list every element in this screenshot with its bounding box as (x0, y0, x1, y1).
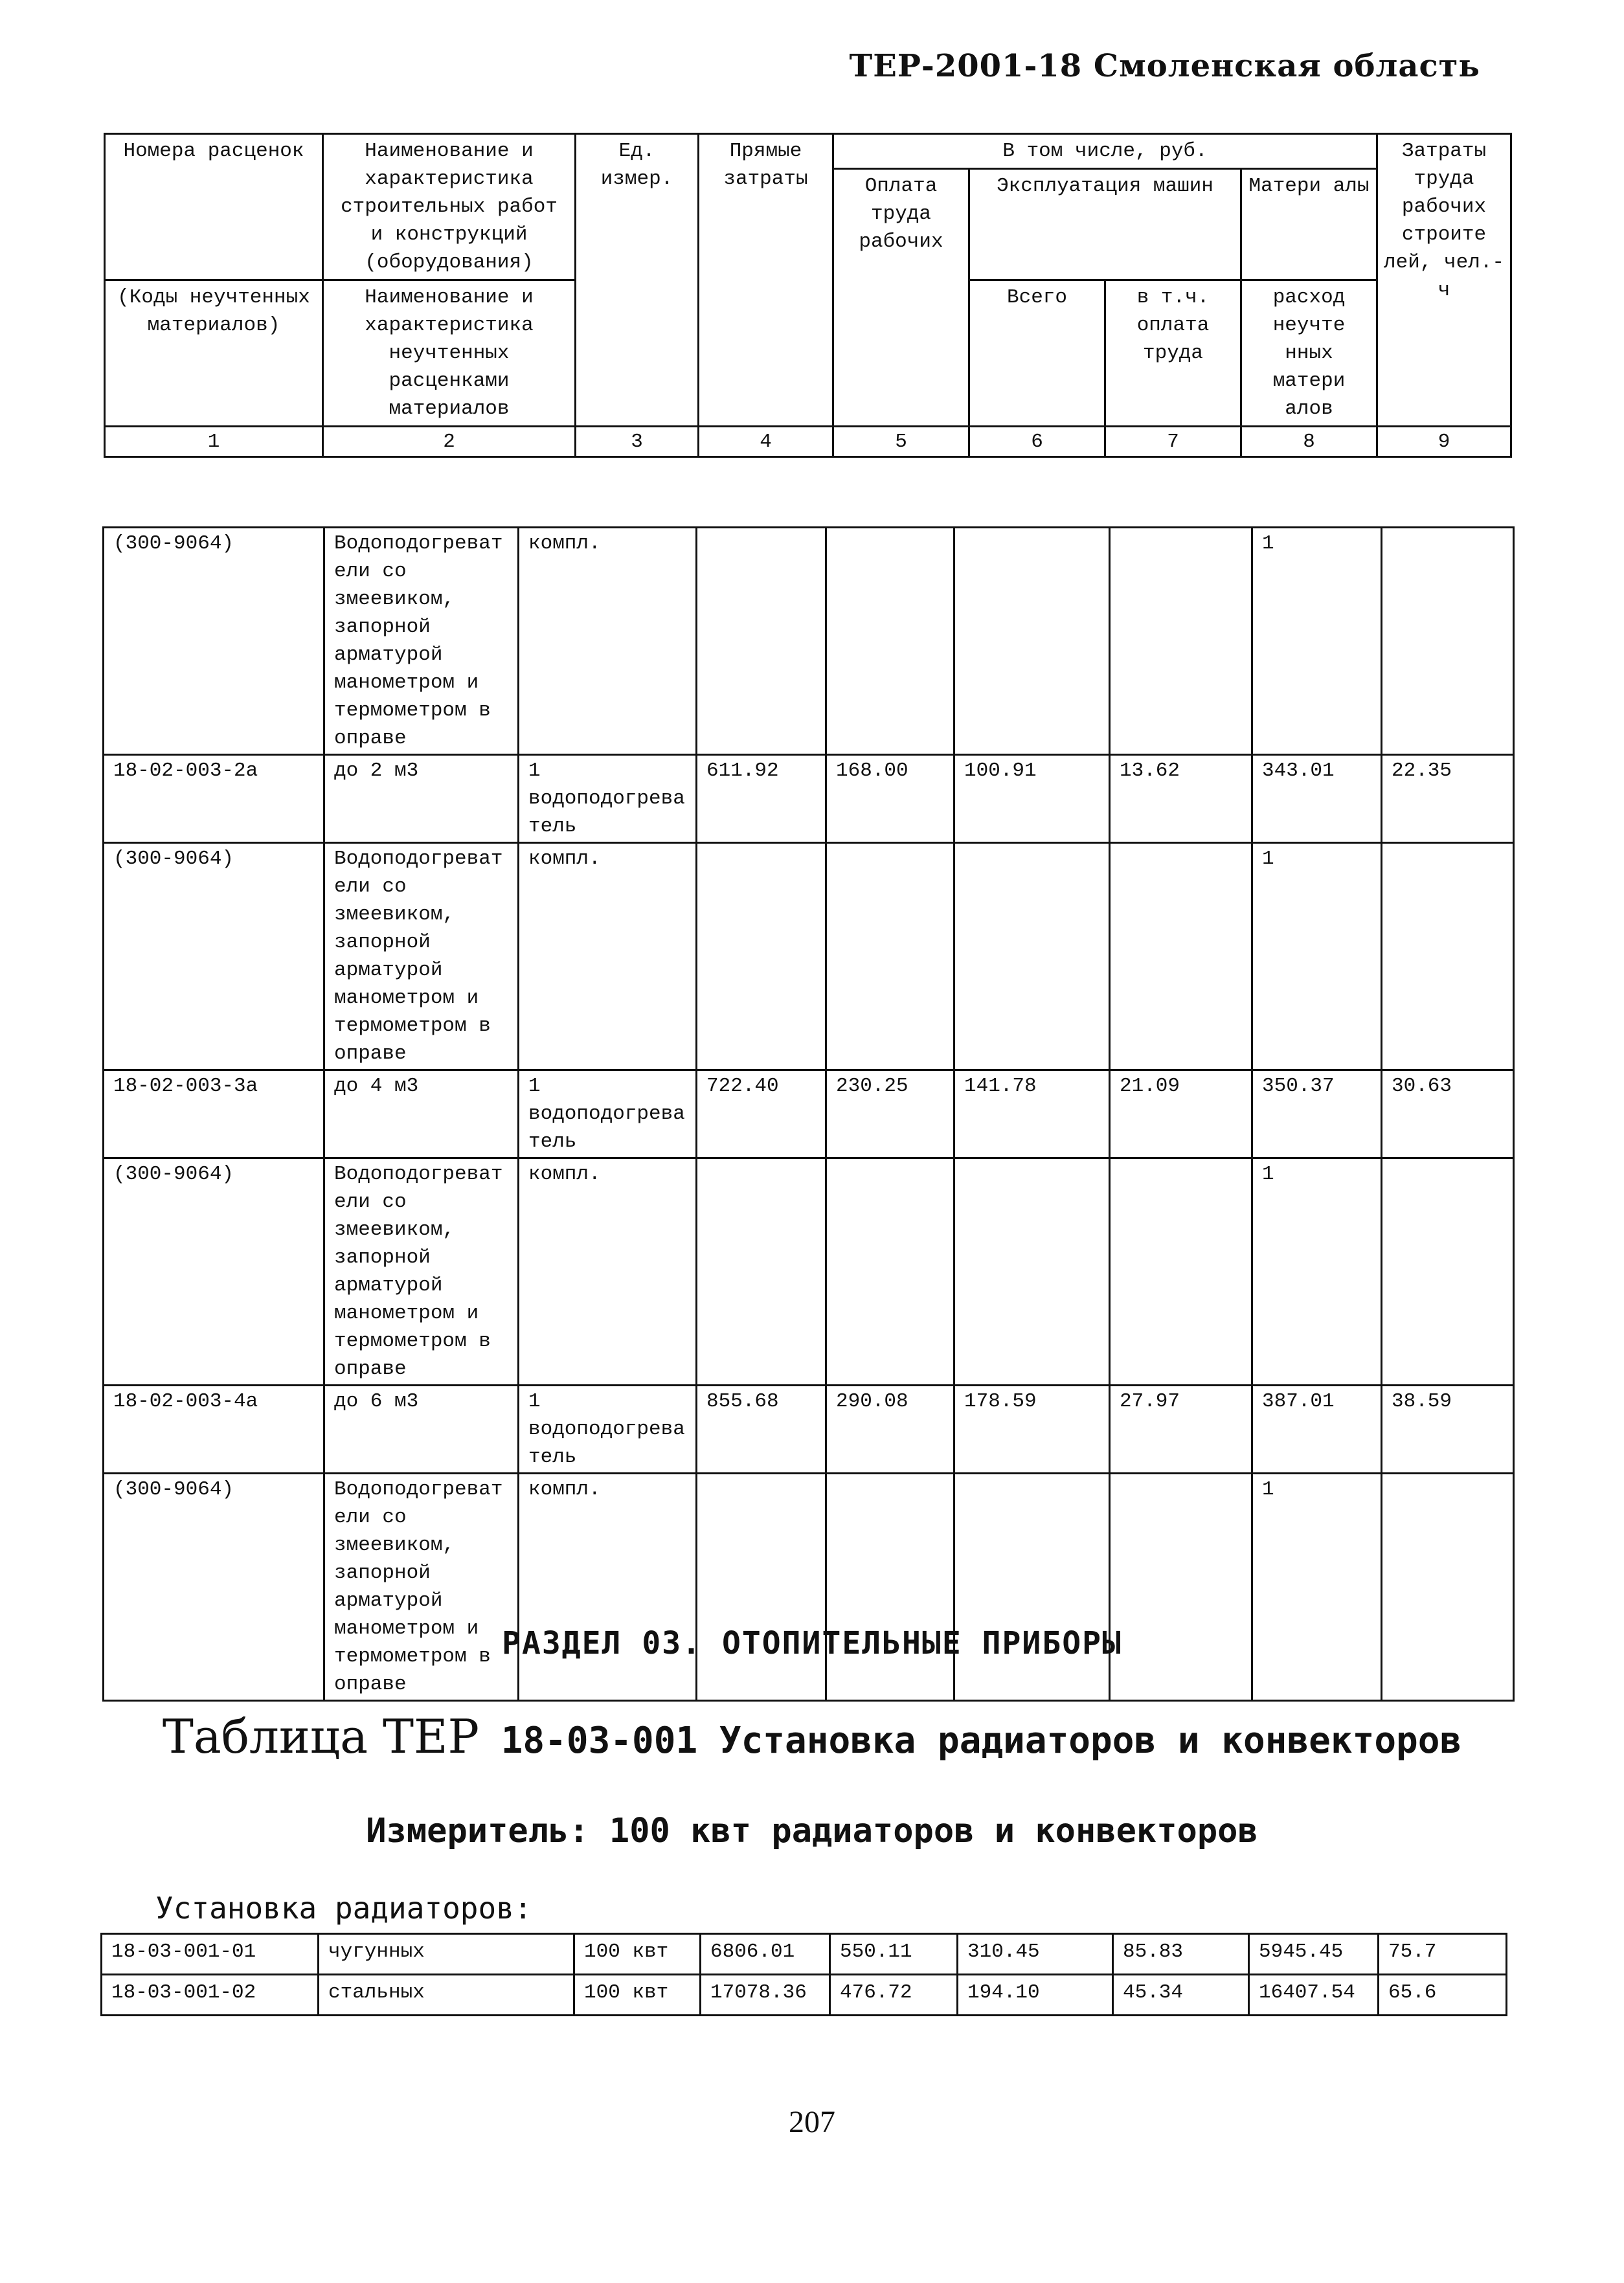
cell-machine-labor (1110, 1158, 1252, 1386)
cell-machine-total: 178.59 (954, 1386, 1110, 1474)
header-direct-costs: Прямые затраты (699, 134, 833, 427)
header-work-name: Наименование и характеристика строительных работ и конструкций (оборудования) (323, 134, 576, 280)
cell-worker-pay: 290.08 (826, 1386, 954, 1474)
cell-machine-total: 100.91 (954, 755, 1110, 843)
cell-materials: 5945.45 (1249, 1934, 1379, 1975)
table-title (0, 1709, 1624, 1764)
cell-unit: 100 квт (574, 1975, 701, 2016)
cell-worker-pay (826, 1474, 954, 1701)
cell-machine-labor: 13.62 (1110, 755, 1252, 843)
measure-unit: Измеритель: 100 квт радиаторов и конвекторов (366, 1812, 1258, 1850)
radiators-table (100, 1933, 1507, 2016)
cell-labor-hours (1382, 1158, 1514, 1386)
cell-direct-costs: 722.40 (697, 1070, 826, 1158)
cell-name: стальных (319, 1975, 574, 2016)
rate-row (102, 1934, 1507, 1975)
column-number: 9 (1377, 427, 1511, 457)
cell-unit: 100 квт (574, 1934, 701, 1975)
material-row (104, 1474, 1514, 1701)
header-machine-operation: Эксплуатация машин (969, 169, 1241, 280)
cell-materials: 343.01 (1252, 755, 1382, 843)
cell-name: Водоподогреватели со змеевиком, запорной арматурой манометром и термометром в оправе (324, 1158, 519, 1386)
cell-machine-labor (1110, 1474, 1252, 1701)
cell-machine-total: 310.45 (958, 1934, 1113, 1975)
cell-labor-hours (1382, 1474, 1514, 1701)
cell-unit: 1 водоподогреватель (519, 1386, 697, 1474)
cell-direct-costs: 6806.01 (701, 1934, 830, 1975)
cell-materials: 16407.54 (1249, 1975, 1379, 2016)
cell-materials: 1 (1252, 528, 1382, 755)
cell-labor-hours (1382, 843, 1514, 1070)
cell-code: (300-9064) (104, 1158, 324, 1386)
cell-worker-pay: 550.11 (830, 1934, 958, 1975)
rate-row (104, 1386, 1514, 1474)
rates-table (102, 526, 1515, 1702)
cell-unit: компл. (519, 1158, 697, 1386)
header-materials: Матери алы (1241, 169, 1377, 280)
cell-worker-pay (826, 1158, 954, 1386)
column-number: 3 (576, 427, 699, 457)
header-material-consumption: расход неучте нных матери алов (1241, 280, 1377, 427)
cell-machine-labor: 21.09 (1110, 1070, 1252, 1158)
section-title: РАЗДЕЛ 03. ОТОПИТЕЛЬНЫЕ ПРИБОРЫ (502, 1625, 1122, 1661)
cell-unit: компл. (519, 528, 697, 755)
page-number: 207 (789, 2105, 835, 2139)
cell-direct-costs (697, 1474, 826, 1701)
header-unit: Ед. измер. (576, 134, 699, 427)
cell-labor-hours: 65.6 (1379, 1975, 1507, 2016)
column-number: 4 (699, 427, 833, 457)
header-material-codes: (Коды неучтенных материалов) (105, 280, 323, 427)
column-number: 8 (1241, 427, 1377, 457)
cell-name: Водоподогреватели со змеевиком, запорной арматурой манометром и термометром в оправе (324, 843, 519, 1070)
cell-direct-costs: 17078.36 (701, 1975, 830, 2016)
column-header-table (104, 133, 1512, 458)
cell-code: (300-9064) (104, 843, 324, 1070)
cell-name: до 2 м3 (324, 755, 519, 843)
cell-machine-total (954, 843, 1110, 1070)
cell-machine-total: 194.10 (958, 1975, 1113, 2016)
header-machine-labor: в т.ч. оплата труда (1105, 280, 1241, 427)
cell-code: 18-02-003-2а (104, 755, 324, 843)
cell-unit: компл. (519, 1474, 697, 1701)
cell-machine-total (954, 1474, 1110, 1701)
cell-machine-total (954, 528, 1110, 755)
table-title-word: Таблица ТЕР (162, 1709, 479, 1764)
cell-machine-labor: 45.34 (1113, 1975, 1249, 2016)
column-number-row (105, 427, 1511, 457)
header-rate-number: Номера расценок (105, 134, 323, 280)
cell-code: 18-02-003-4а (104, 1386, 324, 1474)
cell-name: до 4 м3 (324, 1070, 519, 1158)
cell-code: (300-9064) (104, 528, 324, 755)
cell-worker-pay: 476.72 (830, 1975, 958, 2016)
cell-machine-labor: 27.97 (1110, 1386, 1252, 1474)
cell-machine-labor (1110, 843, 1252, 1070)
rate-row (102, 1975, 1507, 2016)
cell-direct-costs (697, 843, 826, 1070)
cell-machine-total (954, 1158, 1110, 1386)
header-worker-pay: Оплата труда рабочих (833, 169, 969, 427)
cell-worker-pay (826, 843, 954, 1070)
cell-unit: компл. (519, 843, 697, 1070)
cell-worker-pay: 168.00 (826, 755, 954, 843)
cell-labor-hours: 30.63 (1382, 1070, 1514, 1158)
cell-name: чугунных (319, 1934, 574, 1975)
header-labor-hours: Затраты труда рабочих строите лей, чел.-ч (1377, 134, 1511, 427)
cell-materials: 387.01 (1252, 1386, 1382, 1474)
column-number: 5 (833, 427, 969, 457)
column-number: 2 (323, 427, 576, 457)
column-number: 1 (105, 427, 323, 457)
cell-direct-costs: 611.92 (697, 755, 826, 843)
rate-row (104, 755, 1514, 843)
cell-machine-total: 141.78 (954, 1070, 1110, 1158)
header-including-group: В том числе, руб. (833, 134, 1377, 169)
header-material-names: Наименование и характеристика неучтенных расценками материалов (323, 280, 576, 427)
cell-labor-hours: 75.7 (1379, 1934, 1507, 1975)
cell-unit: 1 водоподогреватель (519, 1070, 697, 1158)
material-row (104, 528, 1514, 755)
cell-materials: 1 (1252, 1474, 1382, 1701)
cell-code: 18-03-001-01 (102, 1934, 319, 1975)
cell-machine-labor: 85.83 (1113, 1934, 1249, 1975)
cell-code: (300-9064) (104, 1474, 324, 1701)
cell-code: 18-03-001-02 (102, 1975, 319, 2016)
table-title-text: 18-03-001 Установка радиаторов и конвекторов (501, 1720, 1462, 1762)
cell-labor-hours (1382, 528, 1514, 755)
column-number: 7 (1105, 427, 1241, 457)
cell-worker-pay: 230.25 (826, 1070, 954, 1158)
cell-labor-hours: 38.59 (1382, 1386, 1514, 1474)
cell-direct-costs (697, 528, 826, 755)
cell-materials: 350.37 (1252, 1070, 1382, 1158)
cell-code: 18-02-003-3а (104, 1070, 324, 1158)
material-row (104, 1158, 1514, 1386)
cell-materials: 1 (1252, 843, 1382, 1070)
running-header: ТЕР-2001-18 Смоленская область (849, 48, 1480, 84)
column-number: 6 (969, 427, 1105, 457)
cell-name: Водоподогреватели со змеевиком, запорной арматурой манометром и термометром в оправе (324, 528, 519, 755)
cell-direct-costs (697, 1158, 826, 1386)
cell-name: до 6 м3 (324, 1386, 519, 1474)
cell-machine-labor (1110, 528, 1252, 755)
header-machine-total: Всего (969, 280, 1105, 427)
rate-row (104, 1070, 1514, 1158)
cell-direct-costs: 855.68 (697, 1386, 826, 1474)
subsection-heading: Установка радиаторов: (155, 1891, 532, 1926)
material-row (104, 843, 1514, 1070)
cell-worker-pay (826, 528, 954, 755)
cell-name: Водоподогреватели со змеевиком, запорной арматурой манометром и термометром в оправе (324, 1474, 519, 1701)
cell-labor-hours: 22.35 (1382, 755, 1514, 843)
cell-unit: 1 водоподогреватель (519, 755, 697, 843)
cell-materials: 1 (1252, 1158, 1382, 1386)
